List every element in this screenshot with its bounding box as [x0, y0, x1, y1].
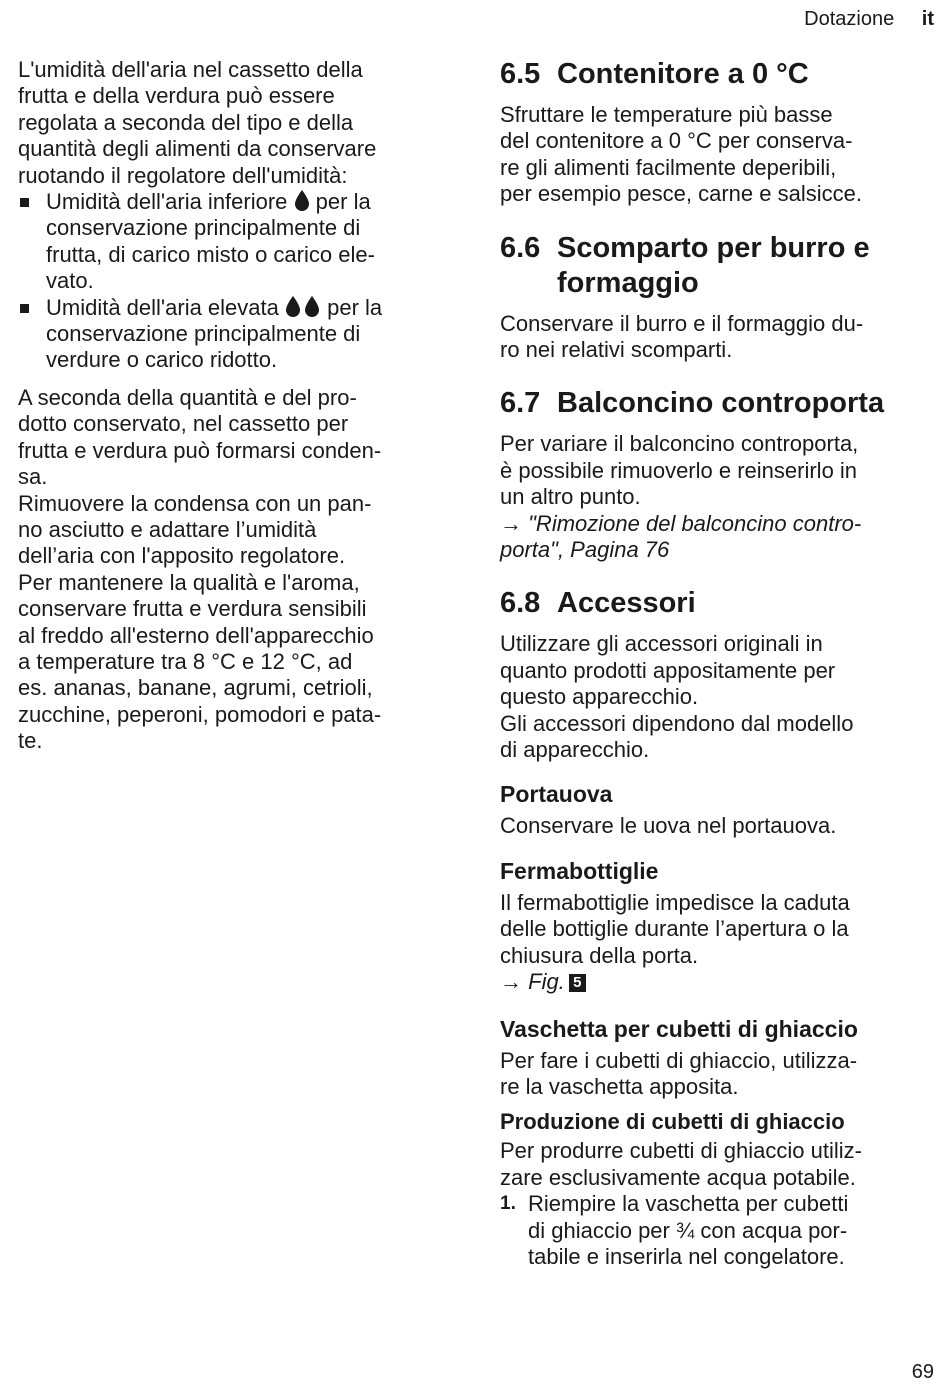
subsection-portauova	[500, 780, 930, 839]
section-6-8	[500, 586, 930, 763]
section-6-6	[500, 231, 930, 364]
text-line: delle bottiglie durante l’apertura o la	[500, 916, 849, 942]
text-line: sa.	[18, 464, 48, 490]
subsection-vaschetta	[500, 1015, 930, 1101]
text-line: frutta e verdura può formarsi conden-	[18, 437, 382, 463]
section-number: 6.7	[500, 387, 541, 420]
text-line: zucchine, peperoni, pomodori e pata-	[18, 701, 382, 727]
humidity-intro	[18, 57, 458, 189]
text-line: L'umidità dell'aria nel cassetto della	[18, 57, 363, 82]
header-section-title: Dotazione	[804, 8, 895, 30]
steps-list	[500, 1191, 930, 1270]
text-line: Conservare le uova nel portauova.	[500, 812, 837, 838]
section-6-7	[500, 386, 930, 563]
double-drop-icon	[285, 296, 321, 317]
subsection-title: Produzione di cubetti di ghiaccio	[500, 1109, 845, 1135]
text-line: Per fare i cubetti di ghiaccio, utilizza-	[500, 1047, 858, 1073]
condensation-paragraph	[18, 385, 458, 755]
list-item-high-humidity	[18, 295, 458, 374]
section-title	[557, 231, 930, 301]
subsection-title: Vaschetta per cubetti di ghiaccio	[500, 1015, 858, 1042]
text-line: a temperature tra 8 °C e 12 °C, ad	[18, 648, 353, 674]
text-line: frutta e della verdura può essere	[18, 83, 335, 109]
text-line: Utilizzare gli accessori originali in	[500, 631, 823, 657]
text-line: Gli accessori dipendono dal modello	[500, 710, 854, 736]
section-number: 6.8	[500, 587, 541, 620]
step-text: Riempire la vaschetta per cubetti	[528, 1191, 849, 1217]
list-item-text: verdure o carico ridotto.	[46, 347, 278, 373]
text-line: no asciutto e adattare l’umidità	[18, 516, 317, 542]
humidity-list	[18, 189, 458, 374]
text-line: quantità degli alimenti da conservare	[18, 136, 377, 162]
section-heading	[500, 586, 930, 621]
subsection-title: Fermabottiglie	[500, 857, 659, 884]
section-heading	[500, 57, 930, 92]
text-line: ro nei relativi scomparti.	[500, 337, 733, 363]
list-item-text: Umidità dell'aria elevata	[46, 294, 279, 320]
text-line: ruotando il regolatore dell'umidità:	[18, 162, 348, 188]
text-line: te.	[18, 728, 43, 754]
section-title: Balconcino controporta	[557, 387, 885, 420]
section-heading	[500, 386, 930, 421]
text-line: un altro punto.	[500, 484, 641, 510]
step-number: 1.	[500, 1193, 516, 1215]
section-6-5	[500, 57, 930, 208]
page-header	[804, 8, 934, 31]
right-column	[500, 57, 930, 1270]
cross-reference-text: "Rimozione del balconcino contro-	[528, 510, 862, 536]
step-text: tabile e inserirla nel congelatore.	[528, 1243, 845, 1269]
list-item-text: conservazione principalmente di	[46, 215, 361, 241]
text-line: re la vaschetta apposita.	[500, 1073, 739, 1099]
text-line: zare esclusivamente acqua potabile.	[500, 1164, 856, 1190]
subsection-fermabottiglie	[500, 857, 930, 996]
list-item-low-humidity	[18, 189, 458, 295]
single-drop-icon	[294, 190, 310, 211]
arrow-right-icon: →	[500, 510, 522, 536]
bullet-square-icon	[20, 304, 29, 313]
section-number: 6.5	[500, 58, 541, 90]
bullet-square-icon	[20, 198, 29, 207]
list-item-text: frutta, di carico misto o carico ele-	[46, 241, 375, 267]
page-number: 69	[911, 1361, 934, 1383]
text-line: regolata a seconda del tipo e della	[18, 109, 354, 135]
text-line: Rimuovere la condensa con un pan-	[18, 490, 372, 516]
list-item-text: Umidità dell'aria inferiore	[46, 189, 288, 215]
text-line: al freddo all'esterno dell'apparecchio	[18, 622, 374, 648]
text-line: dotto conservato, nel cassetto per	[18, 411, 349, 437]
header-language-code: it	[921, 8, 934, 30]
section-title: Accessori	[557, 587, 696, 620]
text-line: questo apparecchio.	[500, 684, 699, 710]
step-text: di ghiaccio per ¾ con acqua por-	[528, 1217, 848, 1243]
text-line: Per variare il balconcino controporta,	[500, 431, 859, 457]
text-line: Per produrre cubetti di ghiaccio utiliz-	[500, 1138, 862, 1164]
text-line: per esempio pesce, carne e salsicce.	[500, 181, 862, 207]
cross-reference-text[interactable]: porta", Pagina 76	[500, 537, 670, 563]
arrow-right-icon: →	[500, 969, 522, 995]
text-line: re gli alimenti facilmente deperibili,	[500, 154, 837, 180]
section-title-line: formaggio	[557, 266, 699, 299]
text-line: Il fermabottiglie impedisce la caduta	[500, 889, 850, 915]
text-line: Conservare il burro e il formaggio du-	[500, 310, 864, 336]
text-line: di apparecchio.	[500, 737, 650, 763]
list-item-text: conservazione principalmente di	[46, 321, 361, 347]
figure-reference-link[interactable]	[500, 969, 930, 995]
text-line: dell’aria con l'apposito regolatore.	[18, 543, 346, 569]
text-line: chiusura della porta.	[500, 942, 699, 968]
text-line: del contenitore a 0 °C per conserva-	[500, 128, 853, 154]
text-line: A seconda della quantità e del pro-	[18, 384, 357, 410]
section-heading	[500, 231, 930, 301]
cross-reference-link[interactable]	[500, 511, 930, 537]
section-title-line: Scomparto per burro e	[557, 231, 870, 264]
text-line: è possibile rimuoverlo e reinserirlo in	[500, 457, 858, 483]
text-line: Per mantenere la qualità e l'aroma,	[18, 569, 360, 595]
list-item-text: per la	[327, 294, 383, 320]
figure-reference-text: Fig.	[528, 969, 565, 995]
list-item-text: per la	[315, 189, 371, 215]
step-item	[500, 1191, 930, 1270]
text-line: Sfruttare le temperature più basse	[500, 102, 833, 127]
subsection-title: Portauova	[500, 780, 613, 807]
list-item-text: vato.	[46, 268, 94, 294]
section-title: Contenitore a 0 °C	[557, 58, 809, 90]
left-column	[18, 57, 458, 755]
figure-number-badge: 5	[569, 974, 586, 992]
text-line: es. ananas, banane, agrumi, cetrioli,	[18, 675, 373, 701]
text-line: conservare frutta e verdura sensibili	[18, 596, 367, 622]
subsection-produzione	[500, 1109, 930, 1270]
text-line: quanto prodotti appositamente per	[500, 657, 836, 683]
section-number: 6.6	[500, 231, 541, 264]
